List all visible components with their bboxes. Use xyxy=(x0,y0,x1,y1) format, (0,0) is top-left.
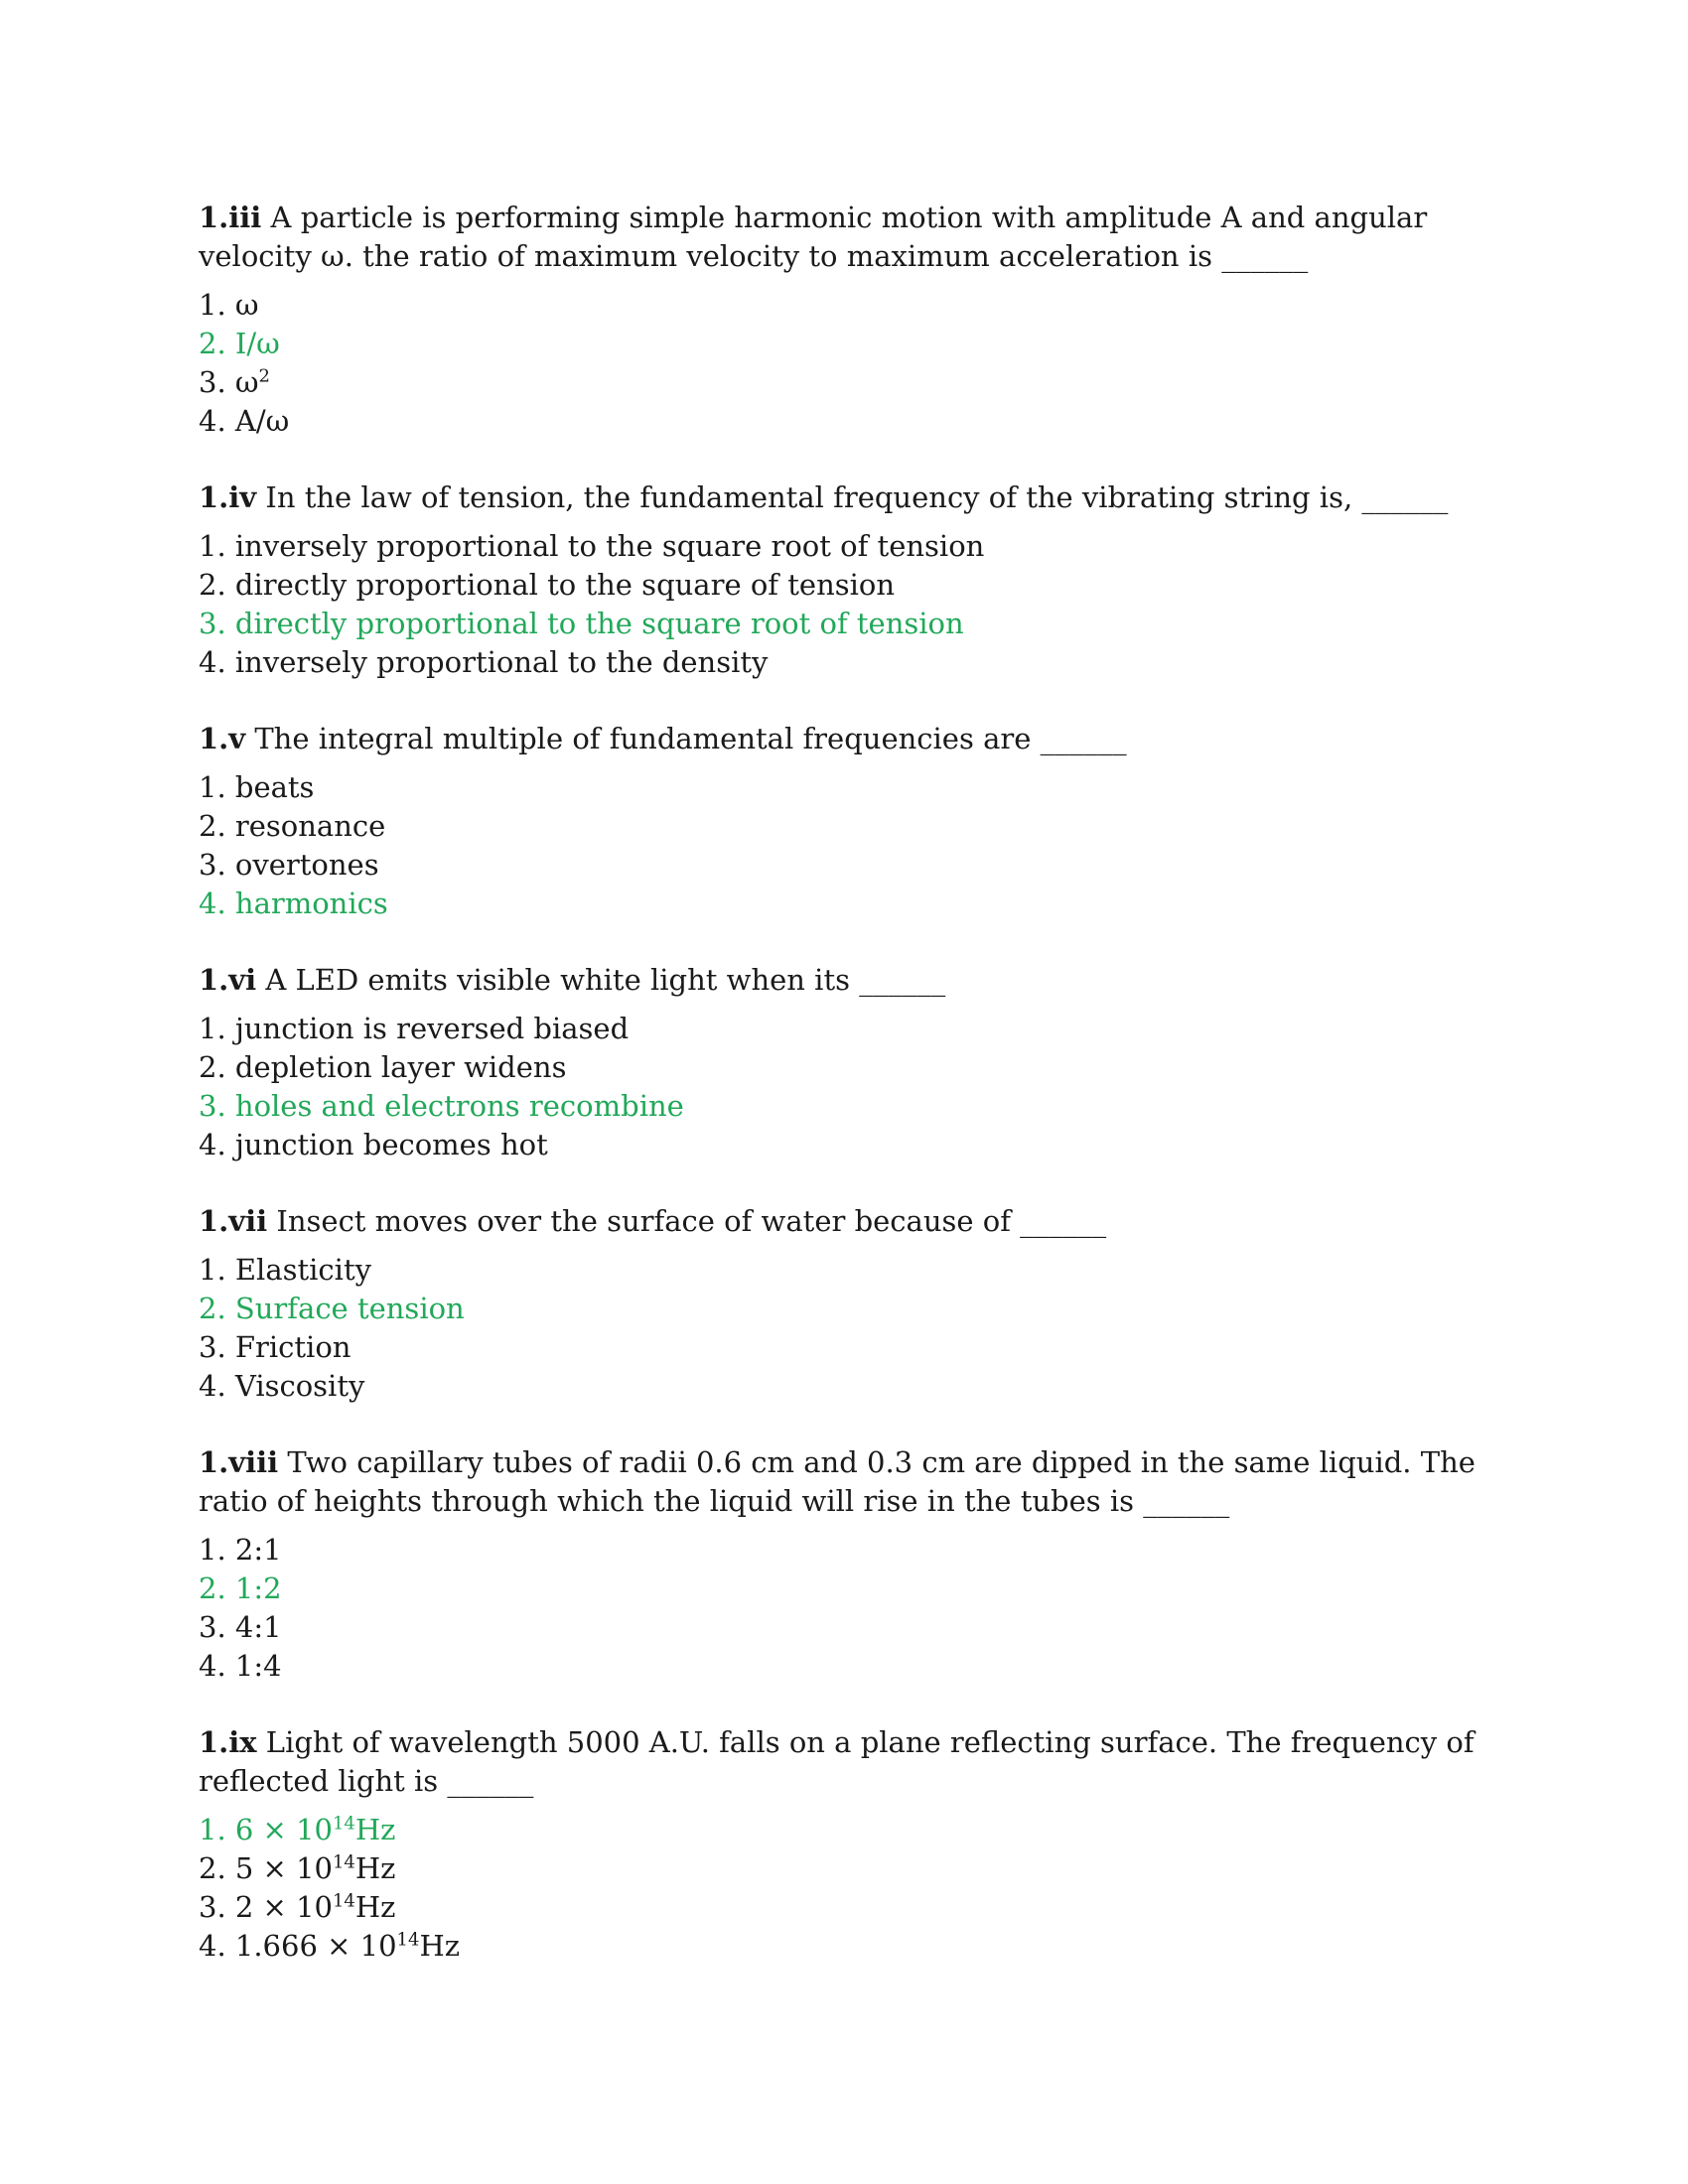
option-text: 1. junction is reversed biased xyxy=(199,1012,630,1045)
question-body: A particle is performing simple harmonic motion with amplitude A and angular velocity ω. the ratio of maximum velocity to maximum acceleration is ______ xyxy=(199,201,1428,273)
option-text: 4. harmonics xyxy=(199,887,388,920)
question-1-vii xyxy=(199,1202,1489,1406)
option-3[interactable] xyxy=(199,1087,1489,1126)
question-text xyxy=(199,720,1489,758)
question-1-v xyxy=(199,720,1489,923)
option-2[interactable] xyxy=(199,1849,1489,1888)
option-4[interactable] xyxy=(199,1927,1489,1966)
option-1[interactable] xyxy=(199,768,1489,807)
question-list xyxy=(199,199,1489,1966)
option-text: 1. ω xyxy=(199,288,259,322)
option-text: 2. 1:2 xyxy=(199,1571,282,1605)
option-text: 3. overtones xyxy=(199,848,379,882)
question-page xyxy=(199,199,1489,2003)
question-number: 1.vii xyxy=(199,1204,268,1238)
option-1[interactable] xyxy=(199,1010,1489,1048)
question-body: In the law of tension, the fundamental frequency of the vibrating string is, ______ xyxy=(256,480,1449,514)
option-list xyxy=(199,286,1489,441)
option-1[interactable] xyxy=(199,527,1489,566)
question-body: The integral multiple of fundamental frequencies are ______ xyxy=(245,722,1127,755)
option-3[interactable] xyxy=(199,605,1489,643)
question-number: 1.ix xyxy=(199,1725,257,1759)
option-4[interactable] xyxy=(199,885,1489,923)
question-body: Insect moves over the surface of water because of ______ xyxy=(267,1204,1107,1238)
question-body: Two capillary tubes of radii 0.6 cm and 0.3 cm are dipped in the same liquid. The ratio of heights through which the liquid will rise in the tubes is ______ xyxy=(199,1445,1476,1518)
question-text xyxy=(199,961,1489,1000)
option-text: 3. Friction xyxy=(199,1330,352,1364)
option-text: 3. directly proportional to the square root of tension xyxy=(199,607,964,640)
option-text: 1. Elasticity xyxy=(199,1253,371,1287)
option-superscript: 14 xyxy=(332,1851,355,1873)
option-superscript: 14 xyxy=(396,1929,420,1951)
option-superscript: 2 xyxy=(258,365,270,387)
option-2[interactable] xyxy=(199,566,1489,605)
question-number: 1.iii xyxy=(199,201,262,234)
option-text: 4. 1:4 xyxy=(199,1649,282,1683)
option-superscript: 14 xyxy=(332,1890,355,1912)
question-1-ix xyxy=(199,1723,1489,1966)
option-1[interactable] xyxy=(199,1811,1489,1849)
option-unit: Hz xyxy=(354,1890,396,1924)
option-text: 2. directly proportional to the square of tension xyxy=(199,568,896,602)
option-2[interactable] xyxy=(199,807,1489,846)
question-number: 1.iv xyxy=(199,480,257,514)
option-1[interactable] xyxy=(199,1531,1489,1570)
option-text: 3. holes and electrons recombine xyxy=(199,1089,684,1123)
question-text xyxy=(199,478,1489,517)
question-number: 1.v xyxy=(199,722,246,755)
question-1-vi xyxy=(199,961,1489,1164)
option-text: 1. 6 × 10 xyxy=(199,1813,333,1846)
question-number: 1.vi xyxy=(199,963,257,997)
option-list xyxy=(199,1251,1489,1406)
option-text: 4. Viscosity xyxy=(199,1369,365,1403)
option-unit: Hz xyxy=(354,1813,396,1846)
option-text: 2. depletion layer widens xyxy=(199,1050,567,1084)
question-1-iii xyxy=(199,199,1489,441)
question-text xyxy=(199,199,1489,276)
question-1-viii xyxy=(199,1443,1489,1686)
option-unit: Hz xyxy=(354,1851,396,1885)
option-text: 1. inversely proportional to the square root of tension xyxy=(199,529,985,563)
option-text: 1. beats xyxy=(199,770,315,804)
question-text xyxy=(199,1723,1489,1801)
option-2[interactable] xyxy=(199,1290,1489,1328)
option-text: 4. 1.666 × 10 xyxy=(199,1929,397,1963)
option-text: 4. inversely proportional to the density xyxy=(199,645,769,679)
option-text: 2. resonance xyxy=(199,809,386,843)
option-text: 2. I/ω xyxy=(199,327,280,360)
option-3[interactable] xyxy=(199,1608,1489,1647)
option-4[interactable] xyxy=(199,643,1489,682)
option-list xyxy=(199,1811,1489,1966)
option-1[interactable] xyxy=(199,286,1489,325)
option-3[interactable] xyxy=(199,1888,1489,1927)
option-4[interactable] xyxy=(199,1126,1489,1164)
option-4[interactable] xyxy=(199,402,1489,441)
option-list xyxy=(199,768,1489,923)
question-body: Light of wavelength 5000 A.U. falls on a plane reflecting surface. The frequency of reflected light is ______ xyxy=(199,1725,1475,1798)
option-text: 2. Surface tension xyxy=(199,1292,465,1325)
question-1-iv xyxy=(199,478,1489,682)
option-list xyxy=(199,527,1489,682)
option-text: 1. 2:1 xyxy=(199,1533,282,1567)
option-text: 3. 4:1 xyxy=(199,1610,282,1644)
option-2[interactable] xyxy=(199,1570,1489,1608)
question-text xyxy=(199,1443,1489,1521)
option-text: 3. ω xyxy=(199,365,259,399)
option-text: 4. junction becomes hot xyxy=(199,1128,548,1161)
option-4[interactable] xyxy=(199,1367,1489,1406)
option-list xyxy=(199,1010,1489,1164)
question-body: A LED emits visible white light when its ______ xyxy=(256,963,946,997)
option-4[interactable] xyxy=(199,1647,1489,1686)
option-text: 2. 5 × 10 xyxy=(199,1851,333,1885)
option-list xyxy=(199,1531,1489,1686)
option-unit: Hz xyxy=(419,1929,461,1963)
option-2[interactable] xyxy=(199,1048,1489,1087)
option-3[interactable] xyxy=(199,846,1489,885)
option-1[interactable] xyxy=(199,1251,1489,1290)
option-3[interactable] xyxy=(199,363,1489,402)
option-superscript: 14 xyxy=(332,1813,355,1835)
option-3[interactable] xyxy=(199,1328,1489,1367)
option-2[interactable] xyxy=(199,325,1489,363)
option-text: 3. 2 × 10 xyxy=(199,1890,333,1924)
question-number: 1.viii xyxy=(199,1445,279,1479)
question-text xyxy=(199,1202,1489,1241)
option-text: 4. A/ω xyxy=(199,404,290,438)
